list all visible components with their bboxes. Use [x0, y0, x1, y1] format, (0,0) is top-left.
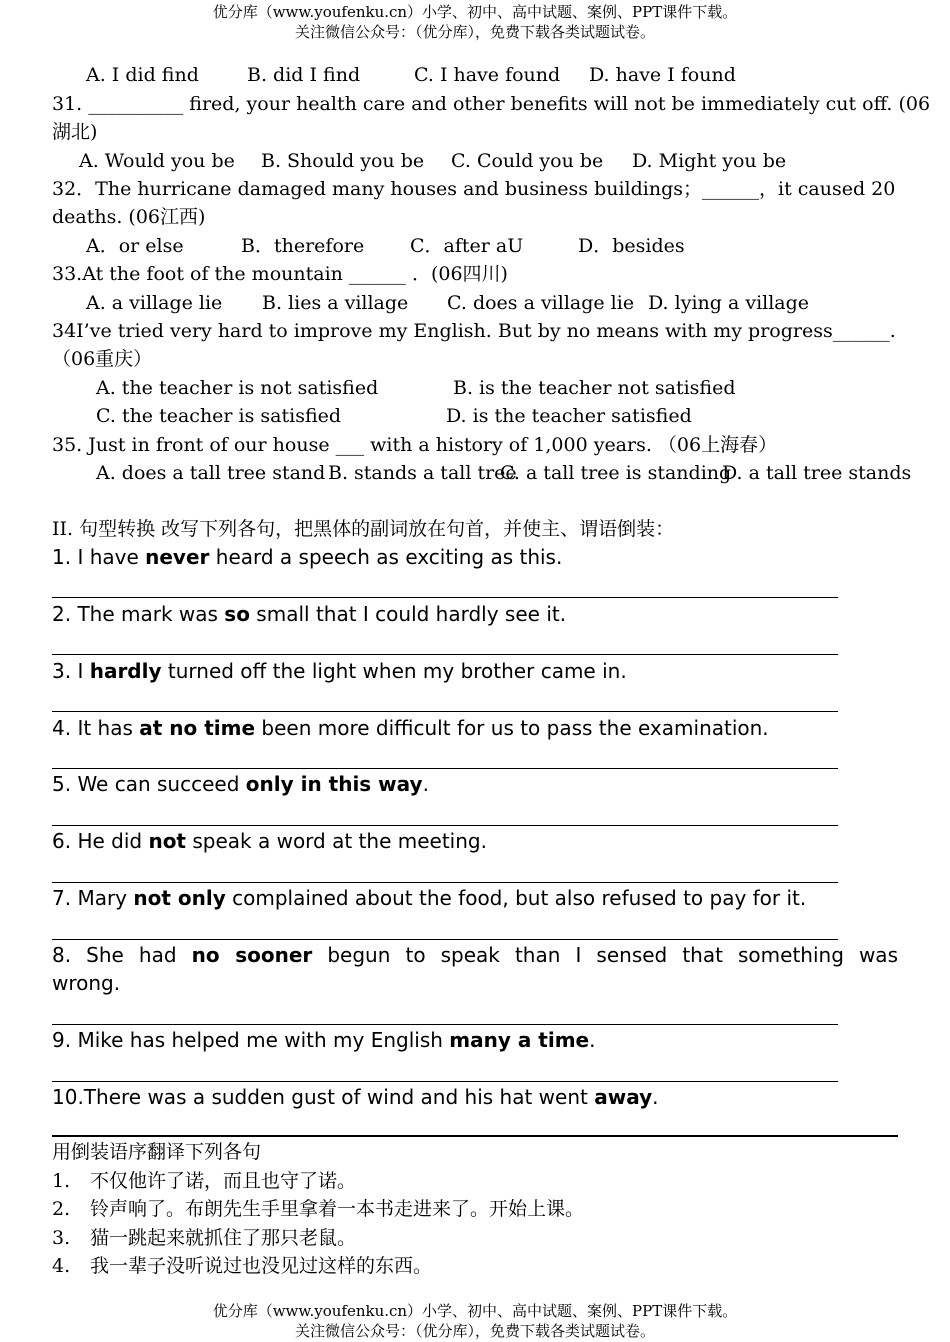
q31-option-a: A. Would you be [79, 150, 235, 172]
q30-option-d: D. have I found [589, 64, 736, 86]
translate-item-3: 3. 猫一跳起来就抓住了那只老鼠。 [52, 1227, 357, 1249]
q32-option-a: A．or else [86, 235, 184, 257]
page-header-line2: 关注微信公众号：（优分库），免费下载各类试题试卷。 [294, 23, 655, 41]
q31-option-b: B. Should you be [261, 150, 425, 172]
transform-item-8: 8. She had no sooner begun to speak than I sensed that something was [52, 943, 898, 967]
q31-stem: 31. __________ fired, your health care and other benefits will not be immediately cut off. (06 [52, 93, 931, 115]
q35-option-c: C. a tall tree is standing [500, 462, 732, 484]
q32-stem: 32．The hurricane damaged many houses and business buildings；______，it caused 20 [52, 178, 896, 200]
answer-line-9 [52, 1081, 838, 1082]
q31-option-d: D. Might you be [632, 150, 787, 172]
answer-line-5 [52, 825, 838, 826]
transform-item-6: 6. He did not speak a word at the meeting. [52, 829, 487, 853]
answer-line-2 [52, 654, 838, 655]
q33-option-c: C. does a village lie [447, 292, 635, 314]
q34-option-b: B. is the teacher not satisfied [453, 377, 736, 399]
q31-option-c: C. Could you be [451, 150, 604, 172]
q34-stem: 34I’ve tried very hard to improve my English. But by no means with my progress______. [52, 320, 896, 342]
page-footer-line1: 优分库（www.youfenku.cn）小学、初中、高中试题、案例、PPT课件下载。 [212, 1302, 738, 1320]
q31-stem-cont: 湖北) [52, 121, 98, 143]
q34-stem-cont: （06重庆） [52, 348, 153, 370]
q30-option-b: B. did I find [247, 64, 361, 86]
answer-line-1 [52, 597, 838, 598]
answer-line-10 [52, 1135, 898, 1137]
transform-item-8-cont: wrong. [52, 971, 121, 995]
transform-item-4: 4. It has at no time been more difficult for us to pass the examination. [52, 716, 769, 740]
transform-item-1: 1. I have never heard a speech as exciting as this. [52, 545, 563, 569]
q34-option-d: D. is the teacher satisfied [446, 405, 692, 427]
answer-line-8 [52, 1024, 838, 1025]
q35-option-d: D. a tall tree stands [722, 462, 912, 484]
q35-stem: 35. Just in front of our house ___ with a history of 1,000 years. （06上海春） [52, 434, 778, 456]
q32-option-d: D．besides [578, 235, 685, 257]
translate-item-4: 4. 我一辈子没听说过也没见过这样的东西。 [52, 1255, 433, 1277]
q35-option-b: B. stands a tall tree [328, 462, 517, 484]
section-title-translation: 用倒装语序翻译下列各句 [52, 1141, 262, 1163]
answer-line-6 [52, 882, 838, 883]
q35-option-a: A. does a tall tree stand [96, 462, 326, 484]
transform-item-5: 5. We can succeed only in this way. [52, 772, 429, 796]
q33-option-d: D. lying a village [648, 292, 810, 314]
q32-option-c: C．after aU [410, 235, 524, 257]
q34-option-a: A. the teacher is not satisfied [96, 377, 379, 399]
transform-item-2: 2. The mark was so small that I could hardly see it. [52, 602, 567, 626]
transform-item-9: 9. Mike has helped me with my English many a time. [52, 1028, 596, 1052]
page-footer-line2: 关注微信公众号：（优分库），免费下载各类试题试卷。 [294, 1322, 655, 1340]
page-header-line1: 优分库（www.youfenku.cn）小学、初中、高中试题、案例、PPT课件下载。 [212, 3, 738, 21]
transform-item-10: 10.There was a sudden gust of wind and his hat went away. [52, 1085, 659, 1109]
q33-option-b: B. lies a village [262, 292, 409, 314]
q33-stem: 33.At the foot of the mountain ______ ．(06四川) [52, 263, 508, 285]
q32-option-b: B．therefore [241, 235, 365, 257]
answer-line-7 [52, 939, 838, 940]
translate-item-2: 2. 铃声响了。布朗先生手里拿着一本书走进来了。开始上课。 [52, 1198, 585, 1220]
answer-line-4 [52, 768, 838, 769]
answer-line-3 [52, 711, 838, 712]
transform-item-7: 7. Mary not only complained about the food, but also refused to pay for it. [52, 886, 807, 910]
q33-option-a: A. a village lie [86, 292, 223, 314]
translate-item-1: 1. 不仅他许了诺，而且也守了诺。 [52, 1170, 357, 1192]
section-title-transformation: II. 句型转换 改写下列各句，把黑体的副词放在句首，并使主、谓语倒装： [52, 518, 675, 540]
q34-option-c: C. the teacher is satisfied [96, 405, 342, 427]
transform-item-3: 3. I hardly turned off the light when my brother came in. [52, 659, 627, 683]
q32-stem-cont: deaths. (06江西) [52, 206, 206, 228]
q30-option-a: A. I did find [86, 64, 199, 86]
q30-option-c: C. I have found [414, 64, 561, 86]
